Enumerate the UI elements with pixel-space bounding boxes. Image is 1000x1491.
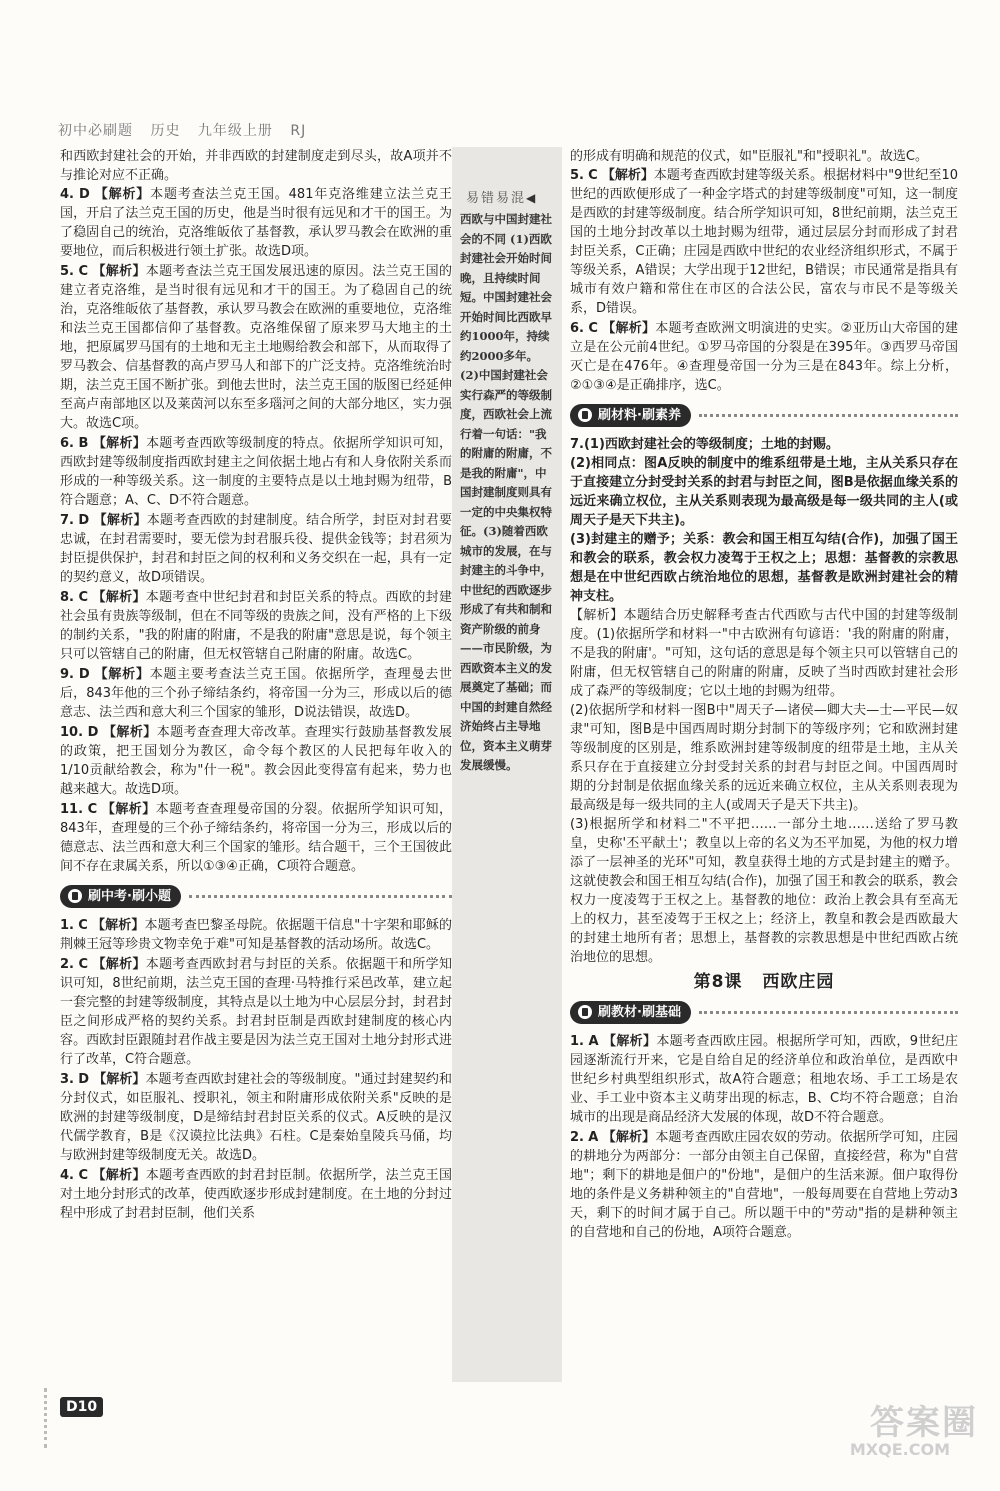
lesson-name: 西欧庄园	[762, 972, 835, 992]
answer-item	[570, 1032, 958, 1127]
item-number: 6.	[60, 436, 74, 451]
answer-text: (1)西欧封建社会的等级制度；土地的封赐。	[583, 437, 839, 452]
answer-letter: C	[78, 1168, 88, 1183]
answer-letter: C	[78, 590, 88, 605]
q7-answer-2: (2)相同点：图A反映的制度中的维系纽带是土地，主从关系只存在于直接建立分封受封关系的封君与封臣之间，图B是依据血缘关系的远近来确立权位，主从关系则表现为最高级是每一级共同的主人(或周天子是天下共主)。	[570, 456, 958, 528]
item-number: 5.	[60, 264, 74, 279]
banner-badge	[60, 885, 181, 908]
brush-icon	[578, 408, 592, 422]
answer-list	[60, 916, 452, 1223]
analysis-tag: 【解析】	[92, 918, 145, 933]
answer-letter: C	[78, 957, 88, 972]
analysis-tag: 【解析】	[93, 1072, 146, 1087]
analysis-tag: 【解析】	[601, 168, 654, 183]
answer-item	[60, 434, 452, 510]
banner-dots	[699, 414, 958, 417]
sidebar-title-text: 易错易混	[466, 191, 527, 206]
section-banner	[570, 403, 958, 427]
analysis-tag: 【解析】	[102, 725, 157, 740]
book-title: 初中必刷题	[58, 123, 133, 139]
corner-decoration	[44, 1388, 57, 1448]
analysis-text: 本题考查西欧封君与封臣的关系。依据题干和所学知识可知，8世纪前期，法兰克王国的查理·马特推行采邑改革，建立起一套完整的封建等级制度，其特点是以土地为中心层层分封，封君封臣之间形成严格的契约关系。封君封臣制是西欧封建制度的核心内容。西欧封臣跟随封君作战主要是因为法兰克王国对土地分封形式进行了改革，C符合题意。	[60, 957, 452, 1067]
answer-letter: C	[78, 918, 88, 933]
analysis-tag: 【解析】	[93, 513, 147, 528]
answer-letter: A	[588, 1130, 599, 1145]
continued-text: 和西欧封建社会的开始，并非西欧的封建制度走到尽头，故A项并不与推论对应不正确。	[60, 149, 452, 183]
answer-item	[60, 1070, 452, 1165]
item-number: 10.	[60, 725, 84, 740]
analysis-text: 本题考查法兰克王国发展迅速的原因。法兰克王国的建立者克洛维，是当时很有远见和才干的国王。为了稳固自己的统治，克洛维皈依了基督教，承认罗马教会在欧洲的重要地位，克洛维和法兰克王国都信仰了基督教。克洛维保留了原来罗马大地主的土地，把原属罗马国有的土地和无主土地赐给教会和部下，从而取得了罗马教会、信基督教的高卢罗马人和部下的广泛支持。克洛维统治时期，法兰克王国不断扩张。到他去世时，法兰克王国的版图已经延伸至高卢南部地区以及莱茵河以东至多瑙河之间的大部分地区，实力强大。故选C项。	[60, 264, 452, 431]
analysis-text: 本题考查西欧的封建制度。结合所学，封臣对封君要忠诚，在封君需要时，要无偿为封君服兵役、提供金钱等；封君须为封臣提供保护，封君和封臣之间的权利和义务交织在一起，具有一定的契约意义，故D项错误。	[60, 513, 452, 585]
analysis-text: 本题考查西欧庄园农奴的劳动。依据所学可知，庄园的耕地分为两部分：一部分由领主自己保留，直接经营，称为"自营地"；剩下的耕地是佃户的"份地"，是佃户的生活来源。佃户取得份地的条件是义务耕种领主的"自营地"，一般每周要在自营地上劳动3天，剩下的时间才属于自己。所以题干中的"劳动"指的是耕种领主的自营地和自己的份地，A项符合题意。	[570, 1130, 958, 1240]
item-number: 4.	[60, 187, 74, 202]
analysis-text: 本题考查查理大帝改革。查理实行鼓励基督教发展的政策，把王国划分为教区，命令每个教区的人民把每年收入的1/10贡献给教会，称为"什一税"。教会因此变得富有起来，势力也越来越大。故选D项。	[60, 725, 452, 797]
banner-dots	[699, 1011, 958, 1014]
answer-item	[60, 723, 452, 799]
answer-letter: D	[78, 513, 90, 528]
analysis-tag: 【解析】	[92, 436, 147, 451]
answer-item	[60, 916, 452, 954]
analysis-tag: 【解析】	[92, 264, 146, 279]
analysis-text: 本题考查中世纪封君和封臣关系的特点。西欧的封建社会虽有贵族等级制，但在不同等级的贵族之间，没有严格的上下级的制约关系，"我的附庸的附庸，不是我的附庸"意思是说，每个领主只可以管辖自己的附庸，但无权管辖自己附庸的附庸。故选C。	[60, 590, 452, 662]
answer-list	[570, 166, 958, 395]
item-number: 5.	[570, 168, 584, 183]
banner-dots	[189, 895, 452, 898]
answer-item	[60, 665, 452, 722]
analysis-tag: 【解析】	[92, 957, 146, 972]
sidebar-title	[466, 187, 556, 206]
watermark-url: MXQE.COM	[849, 1440, 950, 1459]
analysis-tag: 【解析】	[94, 187, 151, 202]
item-number: 6.	[570, 321, 584, 336]
item-number: 3.	[60, 1072, 74, 1087]
banner-badge	[570, 404, 691, 427]
item-number: 4.	[60, 1168, 74, 1183]
item-number: 8.	[60, 590, 74, 605]
banner-label: 刷中考·刷小题	[88, 888, 171, 904]
q7-answer-1	[570, 435, 958, 454]
analysis-tag: 【解析】	[92, 1168, 146, 1183]
analysis-text: 本题考查法兰克王国。481年克洛维建立法兰克王国，开启了法兰克王国的历史，他是当时很有远见和才干的国王。为了稳固自己的统治，克洛维皈依了基督教，承认罗马教会在欧洲的重要地位，而后积极进行领土扩张。故选D项。	[60, 187, 452, 259]
answer-letter: C	[588, 168, 598, 183]
analysis-tag: 【解析】	[602, 1130, 656, 1145]
page-header	[58, 120, 318, 140]
answer-letter: B	[78, 436, 89, 451]
item-number: 11.	[60, 802, 84, 817]
banner-label: 刷材料·刷素养	[598, 407, 681, 423]
answer-letter: D	[78, 1072, 89, 1087]
tip-sidebar	[452, 147, 562, 1382]
answer-item	[60, 262, 452, 433]
answer-item	[60, 588, 452, 664]
analysis-text: 本题考查西欧封建等级关系。根据材料中"9世纪至10世纪的西欧便形成了一种金字塔式的封建等级制度"可知，这一制度是西欧的封建等级制度。结合所学知识可知，8世纪前期，法兰克王国的土地分封改革以土地封赐为纽带，通过层层分封而形成了封君封臣关系，C正确；庄园是西欧中世纪的农业经济组织形式，不属于等级关系，A错误；大学出现于12世纪，B错误；市民通常是指具有城市有效户籍和常住在市区的合法公民，富农与市民不是等级关系，D错误。	[570, 168, 958, 316]
answer-item	[60, 185, 452, 261]
subject: 历史	[150, 123, 181, 139]
answer-item	[570, 319, 958, 395]
analysis-text: 本题考查西欧等级制度的特点。依据所学知识可知，西欧封建等级制度指西欧封建主之间依据土地占有和人身依附关系而形成的一种等级关系。这一制度的主要特点是以土地封赐为纽带，B符合题意；A、C、D不符合题意。	[60, 436, 452, 508]
answer-letter: A	[588, 1034, 599, 1049]
arrow-icon: ◀	[526, 191, 538, 205]
section-banner	[570, 1000, 958, 1024]
lesson-label: 第8课	[693, 972, 743, 992]
analysis-tag: 【解析】	[94, 667, 150, 682]
answer-letter: C	[588, 321, 598, 336]
section-banner	[60, 884, 452, 908]
answer-list	[570, 1032, 958, 1242]
answer-item	[60, 511, 452, 587]
answer-letter: D	[87, 725, 99, 740]
q7-analysis-3: (3)根据所学和材料二"不平把……一部分土地……送给了罗马教皇，史称'丕平献土'；教皇以上帝的名义为丕平加冕，为他的权力增添了一层神圣的光环"可知，教皇获得土地的方式是封建主的赠予。这就使教会和国王相互勾结(合作)，加强了国王和教会的联系，教会权力一度凌驾于王权之上。基督教的地位：政治上教会具有至高无上的权力，甚至凌驾于王权之上；经济上，教皇和教会是西欧最大的封建土地所有者；思想上，基督教的宗教思想是中世纪西欧占统治地位的思想。	[570, 817, 958, 965]
answer-letter: C	[78, 264, 88, 279]
right-column	[570, 147, 958, 1243]
analysis-text: 本题主要考查法兰克王国。依据所学，查理曼去世后，843年他的三个孙子缔结条约，将帝国一分为三，形成以后的德意志、法兰西和意大利三个国家的雏形，D说法错误，故选D。	[60, 667, 452, 720]
left-column	[60, 147, 452, 1224]
answer-letter: C	[87, 802, 98, 817]
edition: RJ	[290, 123, 307, 139]
grade: 九年级上册	[197, 123, 273, 139]
q7-analysis-2: (2)依据所学和材料一图B中"周天子—诸侯—卿大夫—士—平民—奴隶"可知，图B是中国西周时期分封制下的等级序列；它和欧洲封建等级制度的区别是，维系欧洲封建等级制度的纽带是土地，主从关系只存在于直接建立分封受封关系的封君与封臣之间。中国西周时期的分封制是依据血缘关系的远近来确立权位，主从关系则表现为最高级是每一级共同的主人(或周天子是天下共主)。	[570, 703, 958, 813]
sidebar-body: 西欧与中国封建社会的不同 (1)西欧封建社会开始时间晚，且持续时间短。中国封建社会开始时间比西欧早约1000年，持续约2000多年。(2)中国封建社会实行森严的等级制度，西欧社会上流行着一句话："我的附庸的附庸，不是我的附庸"，中国封建制度则具有一定的中央集权特征。(3)随着西欧城市的发展，在与封建主的斗争中，中世纪的西欧逐步形成了有共和制和资产阶级的前身——市民阶级，为西欧资本主义的发展奠定了基础；而中国的封建自然经济始终占主导地位，资本主义萌芽发展缓慢。	[460, 212, 552, 772]
answer-item	[570, 1128, 958, 1242]
answer-letter: D	[78, 187, 90, 202]
answer-item	[570, 166, 958, 318]
brush-icon	[578, 1005, 592, 1019]
analysis-text: 本题考查西欧庄园。根据所学可知，西欧，9世纪庄园逐渐流行开来，它是自给自足的经济单位和政治单位，是西欧中世纪乡村典型组织形式，故A符合题意；租地农场、手工工场是农业、手工业中资本主义萌芽出现的标志，B、C均不符合题意；自治城市的出现是商品经济大发展的体现，故D不符合题意。	[570, 1034, 958, 1125]
lesson-title	[570, 973, 958, 992]
item-number: 9.	[60, 667, 74, 682]
q7-analysis: 【解析】本题结合历史解释考查古代西欧与古代中国的封建等级制度。(1)依据所学和材料一"中古欧洲有句谚语：'我的附庸的附庸，不是我的附庸'。"可知，这句话的意思是每个领主只可以管辖自己的附庸，但无权管辖自己的附庸的附庸，反映了当时西欧封建社会形成了森严的等级制度；它以土地的封赐为纽带。	[570, 608, 958, 699]
banner-badge	[570, 1001, 691, 1024]
analysis-tag: 【解析】	[602, 1034, 657, 1049]
banner-label: 刷教材·刷基础	[598, 1004, 681, 1020]
analysis-text: 本题考查巴黎圣母院。依据题干信息"十字架和耶稣的荆棘王冠等珍贵文物幸免于难"可知是基督教的活动场所。故选C。	[60, 918, 452, 952]
brush-icon	[68, 889, 82, 903]
item-number: 2.	[60, 957, 74, 972]
answer-item	[60, 800, 452, 876]
continued-text: 的形成有明确和规范的仪式，如"臣服礼"和"授职礼"。故选C。	[570, 149, 928, 164]
analysis-text: 本题考查欧洲文明演进的史实。②亚历山大帝国的建立是在公元前4世纪。①罗马帝国的分裂是在395年。③西罗马帝国灭亡是在476年。④查理曼帝国一分为三是在843年。综上分析，②①③④是正确排序，选C。	[570, 321, 958, 393]
question-7	[570, 435, 958, 967]
answer-item	[60, 955, 452, 1069]
answer-item	[60, 1166, 452, 1223]
item-number: 7.	[60, 513, 74, 528]
analysis-text: 本题考查西欧封建社会的等级制度。"通过封建契约和分封仪式，如臣服礼、授职礼，领主和附庸形成依附关系"反映的是欧洲的封建等级制度，D是缔结封君封臣关系的仪式。A反映的是汉代儒学教育，B是《汉谟拉比法典》石柱。C是秦始皇陵兵马俑，均与欧洲封建等级制度无关。故选D。	[60, 1072, 452, 1163]
analysis-text: 本题考查查理曼帝国的分裂。依据所学知识可知，843年，查理曼的三个孙子缔结条约，将帝国一分为三，形成以后的德意志、法兰西和意大利三个国家的雏形。结合题干，三个王国彼此间不存在隶属关系，所以①③④正确，C项符合题意。	[60, 802, 452, 874]
watermark: 答案圈	[870, 1403, 978, 1443]
item-number: 2.	[570, 1130, 584, 1145]
item-number: 1.	[60, 918, 74, 933]
analysis-text: 本题考查西欧的封君封臣制。依据所学，法兰克王国对土地分封形式的改革，使西欧逐步形成封建制度。在土地的分封过程中形成了封君封臣制，他们关系	[60, 1168, 452, 1221]
analysis-tag: 【解析】	[92, 590, 146, 605]
answer-letter: D	[78, 667, 90, 682]
item-number: 7.	[570, 437, 584, 452]
answer-list	[60, 185, 452, 876]
page-number: D10	[60, 1397, 103, 1417]
analysis-tag: 【解析】	[101, 802, 156, 817]
item-number: 1.	[570, 1034, 584, 1049]
q7-answer-3: (3)封建主的赠予；关系：教会和国王相互勾结(合作)，加强了国王和教会的联系，教会权力凌驾于王权之上；思想：基督教的宗教思想是在中世纪西欧占统治地位的思想，基督教是欧洲封建社会的精神支柱。	[570, 532, 958, 604]
analysis-tag: 【解析】	[602, 321, 656, 336]
